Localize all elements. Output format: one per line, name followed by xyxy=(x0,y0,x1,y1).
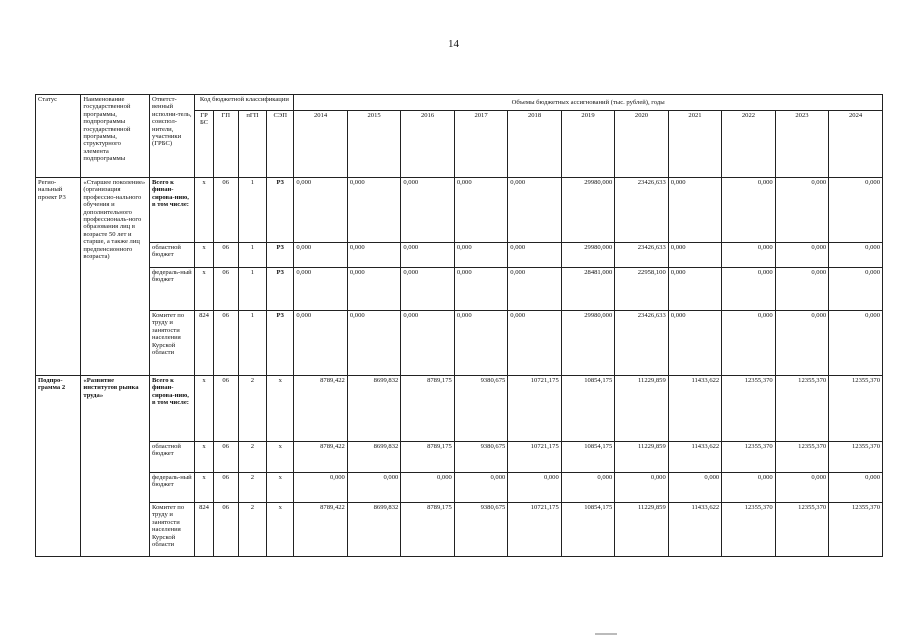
cell-value: 0,000 xyxy=(294,268,347,311)
cell-value: 0,000 xyxy=(454,311,507,376)
cell-value: 0,000 xyxy=(508,473,561,503)
cell-gp: 06 xyxy=(213,268,238,311)
header-year: 2015 xyxy=(347,111,400,178)
row-executor: Всего к финан-сирова-нию, в том числе: xyxy=(150,376,195,442)
cell-value: 0,000 xyxy=(722,311,775,376)
row-status: Регио-нальный проект Р3 xyxy=(36,178,81,376)
cell-value: 12355,370 xyxy=(775,442,828,473)
cell-value: 0,000 xyxy=(668,311,721,376)
cell-value: 8789,175 xyxy=(401,376,454,442)
cell-value: 8789,422 xyxy=(294,376,347,442)
cell-value: 22958,100 xyxy=(615,268,668,311)
cell-value: 0,000 xyxy=(454,473,507,503)
cell-value: 12355,370 xyxy=(722,376,775,442)
cell-grbs: x xyxy=(195,243,213,268)
cell-value: 0,000 xyxy=(454,243,507,268)
cell-value: 10721,175 xyxy=(508,442,561,473)
cell-sep: x xyxy=(267,442,294,473)
row-status: Подпро-грамма 2 xyxy=(36,376,81,557)
cell-grbs: 824 xyxy=(195,503,213,557)
cell-value: 0,000 xyxy=(294,473,347,503)
row-name: «Развитие институтов рынка труда» xyxy=(81,376,150,557)
header-year: 2017 xyxy=(454,111,507,178)
cell-sep: Р3 xyxy=(267,243,294,268)
cell-value: 0,000 xyxy=(829,243,883,268)
cell-value: 12355,370 xyxy=(775,376,828,442)
cell-value: 11433,622 xyxy=(668,503,721,557)
cell-gp: 06 xyxy=(213,442,238,473)
header-year: 2021 xyxy=(668,111,721,178)
header-year: 2018 xyxy=(508,111,561,178)
cell-value: 29980,000 xyxy=(561,243,614,268)
header-code-group: Код бюджетной классификации xyxy=(195,95,294,111)
cell-pgp: 1 xyxy=(238,243,266,268)
cell-value: 12355,370 xyxy=(775,503,828,557)
cell-pgp: 1 xyxy=(238,311,266,376)
cell-value: 10854,175 xyxy=(561,376,614,442)
header-code-gp: ГП xyxy=(213,111,238,178)
cell-value: 0,000 xyxy=(347,243,400,268)
cell-value: 0,000 xyxy=(775,243,828,268)
table-row xyxy=(36,376,883,442)
cell-value: 11229,859 xyxy=(615,442,668,473)
cell-value: 0,000 xyxy=(829,311,883,376)
scan-artifact xyxy=(595,633,617,635)
cell-value: 29980,000 xyxy=(561,311,614,376)
cell-value: 0,000 xyxy=(561,473,614,503)
row-executor: федераль-ный бюджет xyxy=(150,268,195,311)
table-row xyxy=(36,503,883,557)
cell-gp: 06 xyxy=(213,311,238,376)
row-executor: Комитет по труду и занятости населения Курской области xyxy=(150,311,195,376)
cell-pgp: 2 xyxy=(238,503,266,557)
cell-pgp: 2 xyxy=(238,473,266,503)
row-executor: Комитет по труду и занятости населения Курской области xyxy=(150,503,195,557)
cell-value: 8699,832 xyxy=(347,376,400,442)
cell-value: 0,000 xyxy=(347,268,400,311)
table-row xyxy=(36,311,883,376)
cell-value: 8789,422 xyxy=(294,442,347,473)
cell-gp: 06 xyxy=(213,503,238,557)
cell-sep: Р3 xyxy=(267,178,294,243)
cell-value: 0,000 xyxy=(347,178,400,243)
cell-value: 23426,633 xyxy=(615,243,668,268)
header-year: 2022 xyxy=(722,111,775,178)
table-row xyxy=(36,268,883,311)
cell-value: 0,000 xyxy=(347,311,400,376)
cell-value: 9380,675 xyxy=(454,442,507,473)
cell-value: 0,000 xyxy=(401,243,454,268)
row-executor: федераль-ный бюджет xyxy=(150,473,195,503)
header-year: 2024 xyxy=(829,111,883,178)
cell-value: 10854,175 xyxy=(561,503,614,557)
header-code-pgp: пГП xyxy=(238,111,266,178)
cell-value: 0,000 xyxy=(401,473,454,503)
cell-value: 0,000 xyxy=(668,178,721,243)
cell-value: 0,000 xyxy=(722,473,775,503)
cell-value: 23426,633 xyxy=(615,311,668,376)
cell-sep: x xyxy=(267,473,294,503)
cell-value: 12355,370 xyxy=(829,503,883,557)
cell-value: 0,000 xyxy=(615,473,668,503)
cell-sep: Р3 xyxy=(267,311,294,376)
cell-sep: Р3 xyxy=(267,268,294,311)
cell-value: 0,000 xyxy=(508,311,561,376)
cell-value: 0,000 xyxy=(508,243,561,268)
cell-value: 0,000 xyxy=(401,268,454,311)
cell-value: 0,000 xyxy=(829,268,883,311)
header-year: 2016 xyxy=(401,111,454,178)
cell-value: 12355,370 xyxy=(829,376,883,442)
row-name: «Старшее поколение» (организация профессио-нального обучения и дополнительного профессиональ-ного образования лиц в возрасте 50 лет и старше, а также лиц предпенсионного возраста) xyxy=(81,178,150,376)
cell-value: 11433,622 xyxy=(668,442,721,473)
cell-pgp: 1 xyxy=(238,268,266,311)
page-number: 14 xyxy=(448,38,459,50)
cell-pgp: 1 xyxy=(238,178,266,243)
cell-value: 0,000 xyxy=(668,243,721,268)
cell-value: 12355,370 xyxy=(829,442,883,473)
header-year: 2023 xyxy=(775,111,828,178)
table-row xyxy=(36,473,883,503)
cell-value: 23426,633 xyxy=(615,178,668,243)
cell-value: 10854,175 xyxy=(561,442,614,473)
cell-pgp: 2 xyxy=(238,376,266,442)
cell-value: 10721,175 xyxy=(508,503,561,557)
cell-value: 11229,859 xyxy=(615,376,668,442)
cell-sep: x xyxy=(267,503,294,557)
cell-value: 0,000 xyxy=(294,178,347,243)
table-row xyxy=(36,243,883,268)
cell-value: 12355,370 xyxy=(722,442,775,473)
cell-value: 12355,370 xyxy=(722,503,775,557)
cell-value: 8789,175 xyxy=(401,442,454,473)
cell-value: 0,000 xyxy=(294,311,347,376)
header-year: 2014 xyxy=(294,111,347,178)
cell-value: 0,000 xyxy=(829,473,883,503)
header-name: Наименование государственной программы, подпрограммы государственной программы, структурного элемента подпрограммы xyxy=(81,95,150,178)
cell-value: 0,000 xyxy=(401,178,454,243)
row-executor: Всего к финан-сирова-нию, в том числе: xyxy=(150,178,195,243)
cell-value: 0,000 xyxy=(775,473,828,503)
cell-gp: 06 xyxy=(213,178,238,243)
cell-sep: x xyxy=(267,376,294,442)
cell-value: 0,000 xyxy=(508,178,561,243)
cell-value: 29980,000 xyxy=(561,178,614,243)
cell-value: 9380,675 xyxy=(454,503,507,557)
cell-value: 0,000 xyxy=(829,178,883,243)
cell-value: 0,000 xyxy=(454,178,507,243)
cell-value: 0,000 xyxy=(722,243,775,268)
cell-value: 0,000 xyxy=(508,268,561,311)
cell-value: 8789,422 xyxy=(294,503,347,557)
header-code-grbs: ГР БС xyxy=(195,111,213,178)
table-row xyxy=(36,442,883,473)
budget-table xyxy=(35,94,883,557)
row-executor: областной бюджет xyxy=(150,442,195,473)
cell-value: 28481,000 xyxy=(561,268,614,311)
cell-grbs: 824 xyxy=(195,311,213,376)
cell-value: 11229,859 xyxy=(615,503,668,557)
table-row xyxy=(36,178,883,243)
cell-value: 0,000 xyxy=(722,268,775,311)
cell-value: 8699,832 xyxy=(347,442,400,473)
header-code-sep: СЭП xyxy=(267,111,294,178)
cell-grbs: x xyxy=(195,473,213,503)
cell-gp: 06 xyxy=(213,473,238,503)
header-volumes: Объемы бюджетных ассигнований (тыс. рублей), годы xyxy=(294,95,883,111)
cell-pgp: 2 xyxy=(238,442,266,473)
cell-value: 0,000 xyxy=(294,243,347,268)
header-status: Статус xyxy=(36,95,81,178)
cell-grbs: x xyxy=(195,268,213,311)
cell-value: 0,000 xyxy=(668,473,721,503)
header-executor: Ответст-венный исполни-тель, соиспол-нители, участники (ГРБС) xyxy=(150,95,195,178)
cell-value: 0,000 xyxy=(454,268,507,311)
cell-value: 0,000 xyxy=(775,268,828,311)
cell-value: 11433,622 xyxy=(668,376,721,442)
cell-gp: 06 xyxy=(213,243,238,268)
cell-value: 0,000 xyxy=(775,178,828,243)
cell-value: 0,000 xyxy=(347,473,400,503)
cell-value: 0,000 xyxy=(401,311,454,376)
cell-value: 8789,175 xyxy=(401,503,454,557)
cell-grbs: x xyxy=(195,376,213,442)
cell-value: 10721,175 xyxy=(508,376,561,442)
cell-grbs: x xyxy=(195,442,213,473)
cell-value: 0,000 xyxy=(775,311,828,376)
cell-value: 0,000 xyxy=(722,178,775,243)
row-executor: областной бюджет xyxy=(150,243,195,268)
cell-gp: 06 xyxy=(213,376,238,442)
cell-value: 9380,675 xyxy=(454,376,507,442)
header-year: 2020 xyxy=(615,111,668,178)
cell-value: 0,000 xyxy=(668,268,721,311)
cell-grbs: x xyxy=(195,178,213,243)
cell-value: 8699,832 xyxy=(347,503,400,557)
header-year: 2019 xyxy=(561,111,614,178)
